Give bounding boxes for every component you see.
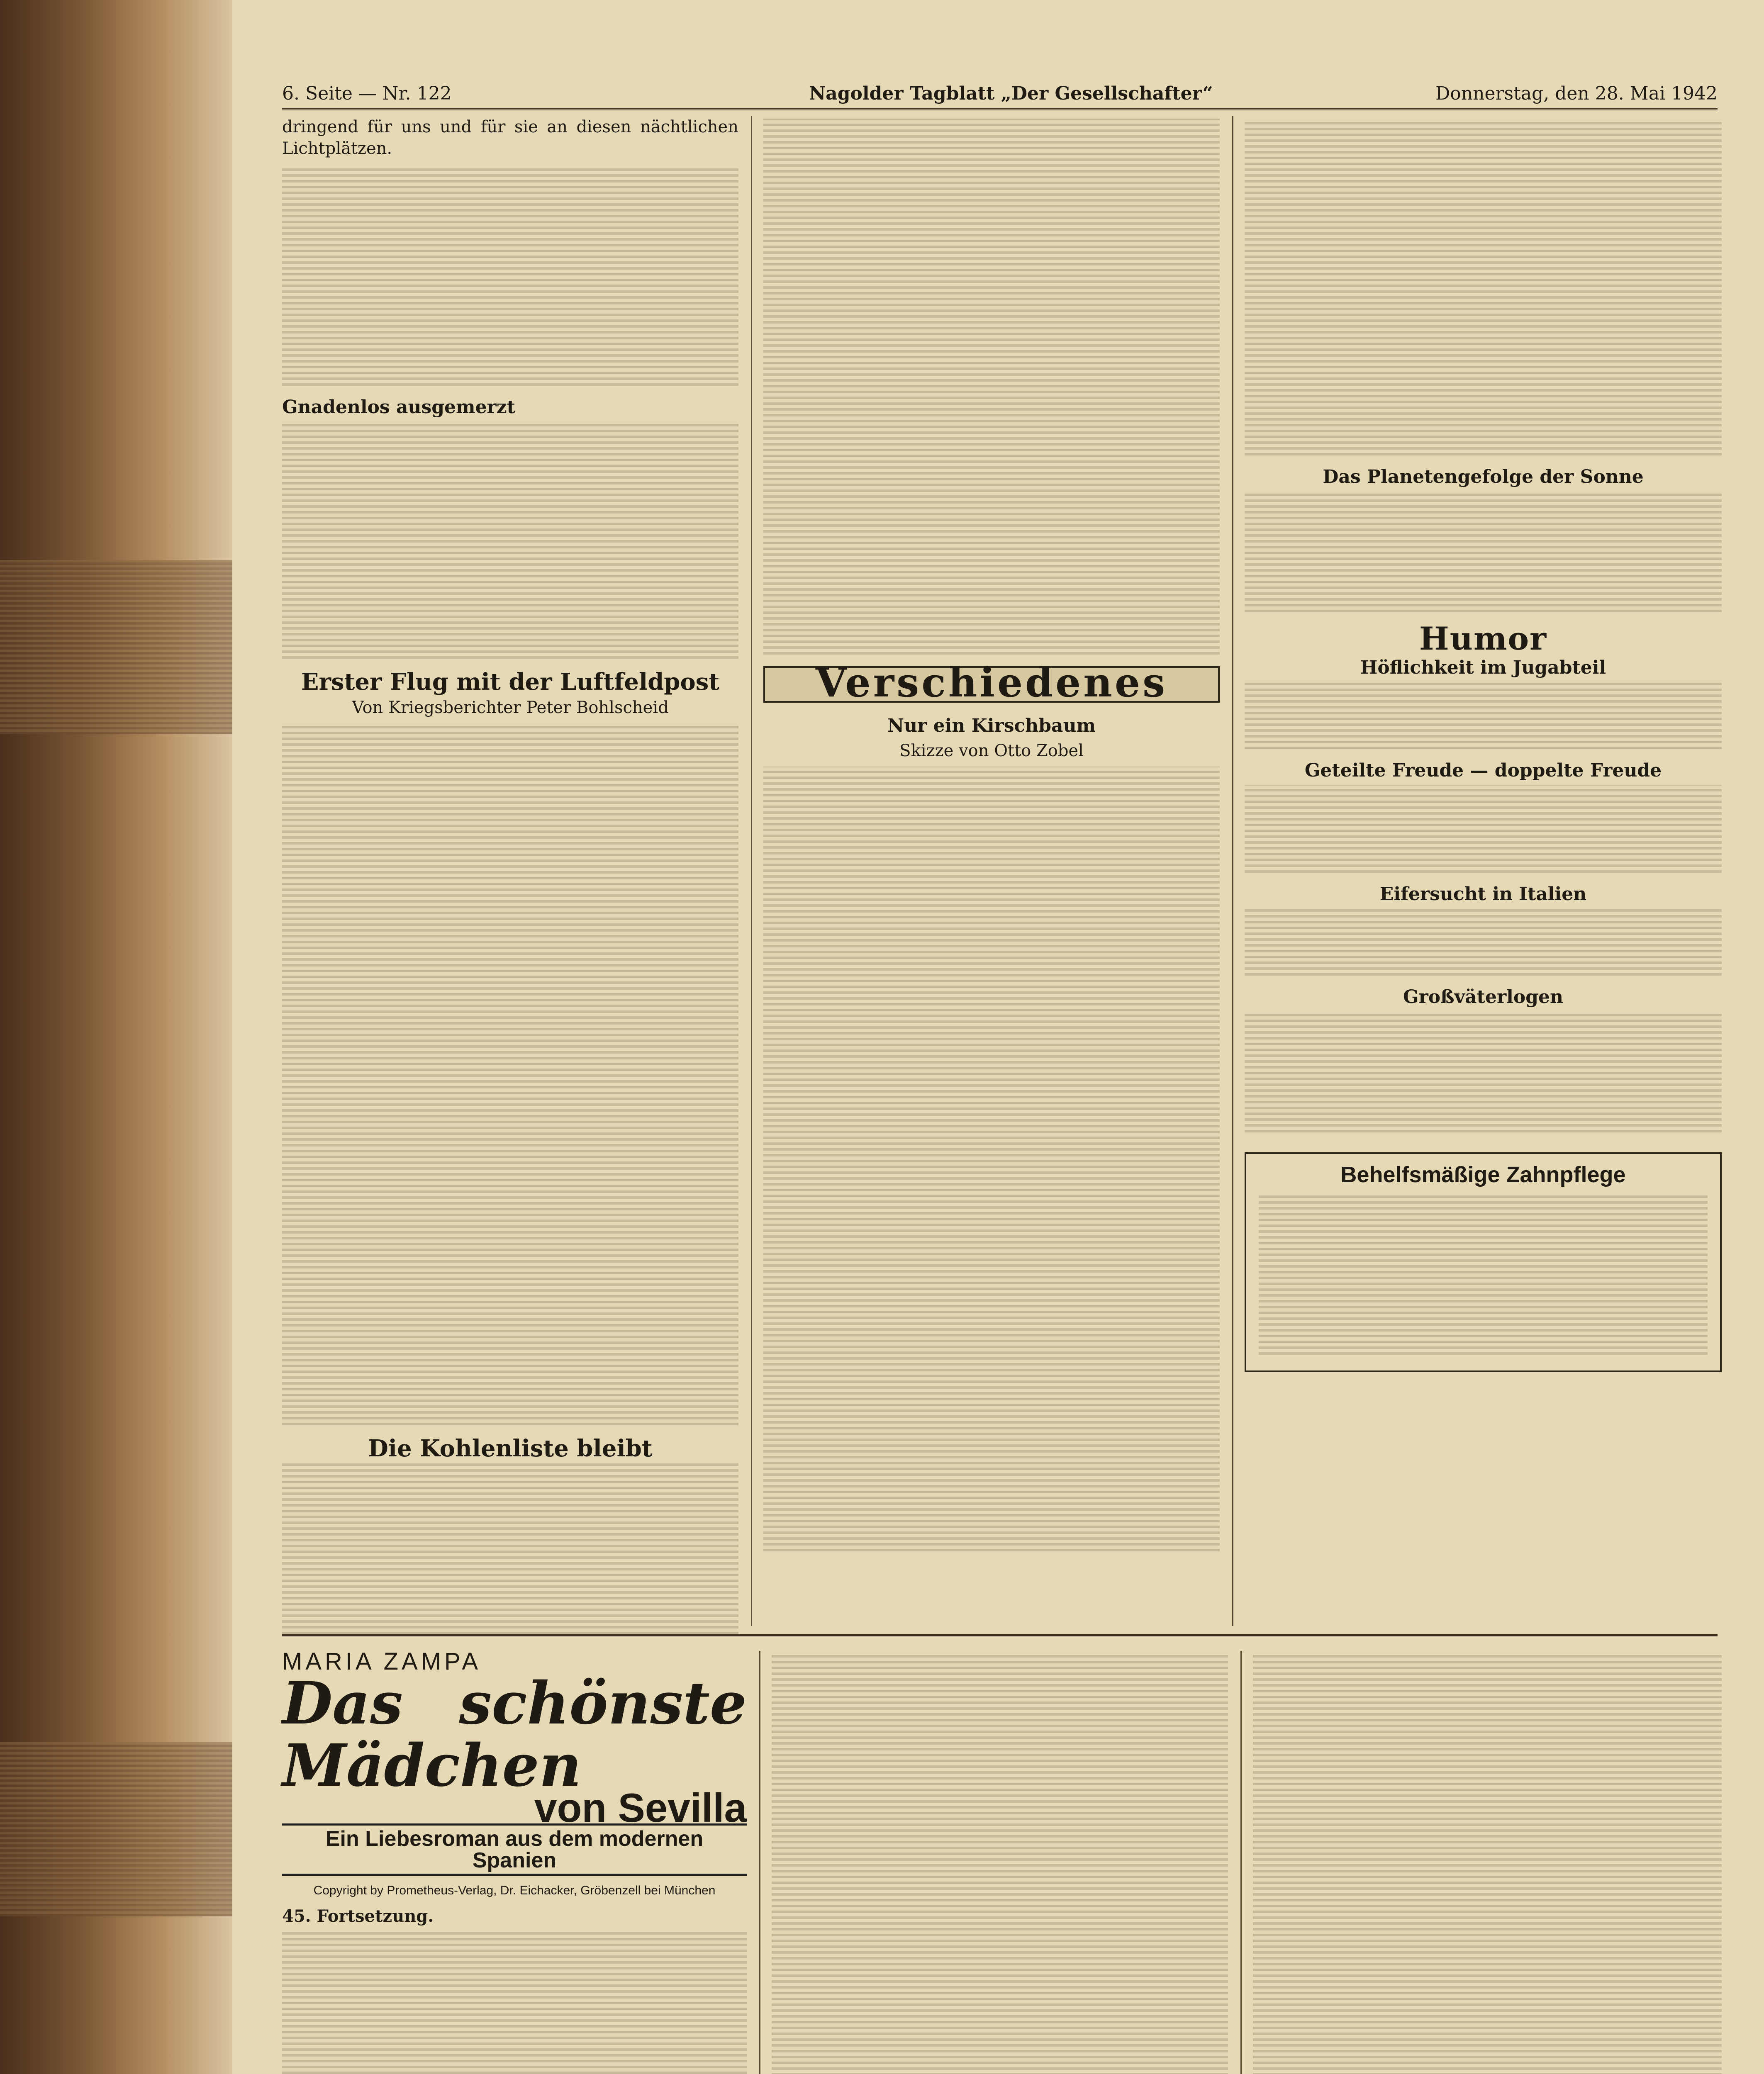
- installment-label: 45. Fortsetzung.: [282, 1906, 434, 1926]
- illegible-text: [1245, 1011, 1722, 1136]
- illegible-text: [282, 421, 738, 662]
- illegible-text: [1259, 1192, 1708, 1358]
- column-rule: [759, 1651, 760, 2074]
- illegible-text: [1245, 682, 1722, 752]
- novel-subtitle: von Sevilla: [534, 1785, 747, 1831]
- joke-title: Höflichkeit im Jugabteil: [1360, 657, 1606, 678]
- article-title: Das Planetengefolge der Sonne: [1323, 466, 1644, 487]
- section-rule: [282, 1634, 1718, 1636]
- subheading: Gnadenlos ausgemerzt: [282, 397, 516, 418]
- novel-tagline: Ein Liebesroman aus dem modernen Spanien: [282, 1823, 747, 1876]
- copyright-line: Copyright by Prometheus-Verlag, Dr. Eichacker, Gröbenzell bei München: [313, 1884, 716, 1897]
- illegible-text: [282, 1463, 738, 1638]
- story-title: Nur ein Kirschbaum: [887, 715, 1096, 736]
- column-rule: [1240, 1651, 1242, 2074]
- column-2: [763, 116, 1220, 1557]
- illegible-text: [1245, 491, 1722, 616]
- paragraph: dringend für uns und für sie an diesen nächtlichen Lichtplätzen.: [282, 117, 738, 158]
- illegible-text: [1245, 908, 1722, 979]
- section-banner: Verschiedenes: [763, 666, 1220, 703]
- novel-column-3: [1253, 1651, 1722, 2074]
- article-title: Die Kohlenliste bleibt: [368, 1435, 653, 1462]
- illegible-text: [282, 723, 738, 1429]
- newspaper-page: [232, 0, 1764, 2074]
- notice-title: Behelfsmäßige Zahnpflege: [1340, 1162, 1626, 1187]
- joke-title: Geteilte Freude — doppelte Freude: [1304, 760, 1662, 781]
- header-date: Donnerstag, den 28. Mai 1942: [1435, 83, 1718, 104]
- novel-author: MARIA ZAMPA: [282, 1648, 482, 1675]
- page-header: [282, 83, 1718, 110]
- illegible-text: [1245, 785, 1722, 876]
- binding-band: [0, 1742, 232, 1916]
- illegible-text: [1253, 1653, 1722, 2074]
- notice-box: [1245, 1152, 1722, 1372]
- joke-title: Eifersucht in Italien: [1379, 884, 1587, 905]
- header-page-number: 6. Seite — Nr. 122: [282, 83, 452, 104]
- novel-title: Das schönste Mädchen: [282, 1670, 747, 1800]
- illegible-text: [763, 767, 1220, 1555]
- story-byline: Skizze von Otto Zobel: [899, 741, 1084, 760]
- binding-band: [0, 560, 232, 734]
- header-masthead: Nagolder Tagblatt „Der Gesellschafter“: [809, 83, 1213, 104]
- book-binding: [0, 0, 232, 2074]
- illegible-text: [282, 1930, 747, 2074]
- illegible-text: [282, 165, 738, 389]
- column-3: [1245, 116, 1722, 1372]
- novel-column-2: [772, 1651, 1228, 2074]
- column-1: [282, 116, 738, 1640]
- illegible-text: [772, 1653, 1228, 2074]
- illegible-text: [763, 119, 1220, 658]
- article-byline: Von Kriegsberichter Peter Bohlscheid: [352, 698, 669, 717]
- column-rule: [751, 116, 752, 1626]
- section-title-humor: Humor: [1419, 620, 1547, 657]
- joke-title: Großväterlogen: [1403, 986, 1563, 1008]
- novel-column-1: [282, 1648, 747, 2074]
- column-rule: [1232, 116, 1233, 1626]
- article-title: Erster Flug mit der Luftfeldpost: [301, 668, 720, 696]
- illegible-text: [1245, 119, 1722, 459]
